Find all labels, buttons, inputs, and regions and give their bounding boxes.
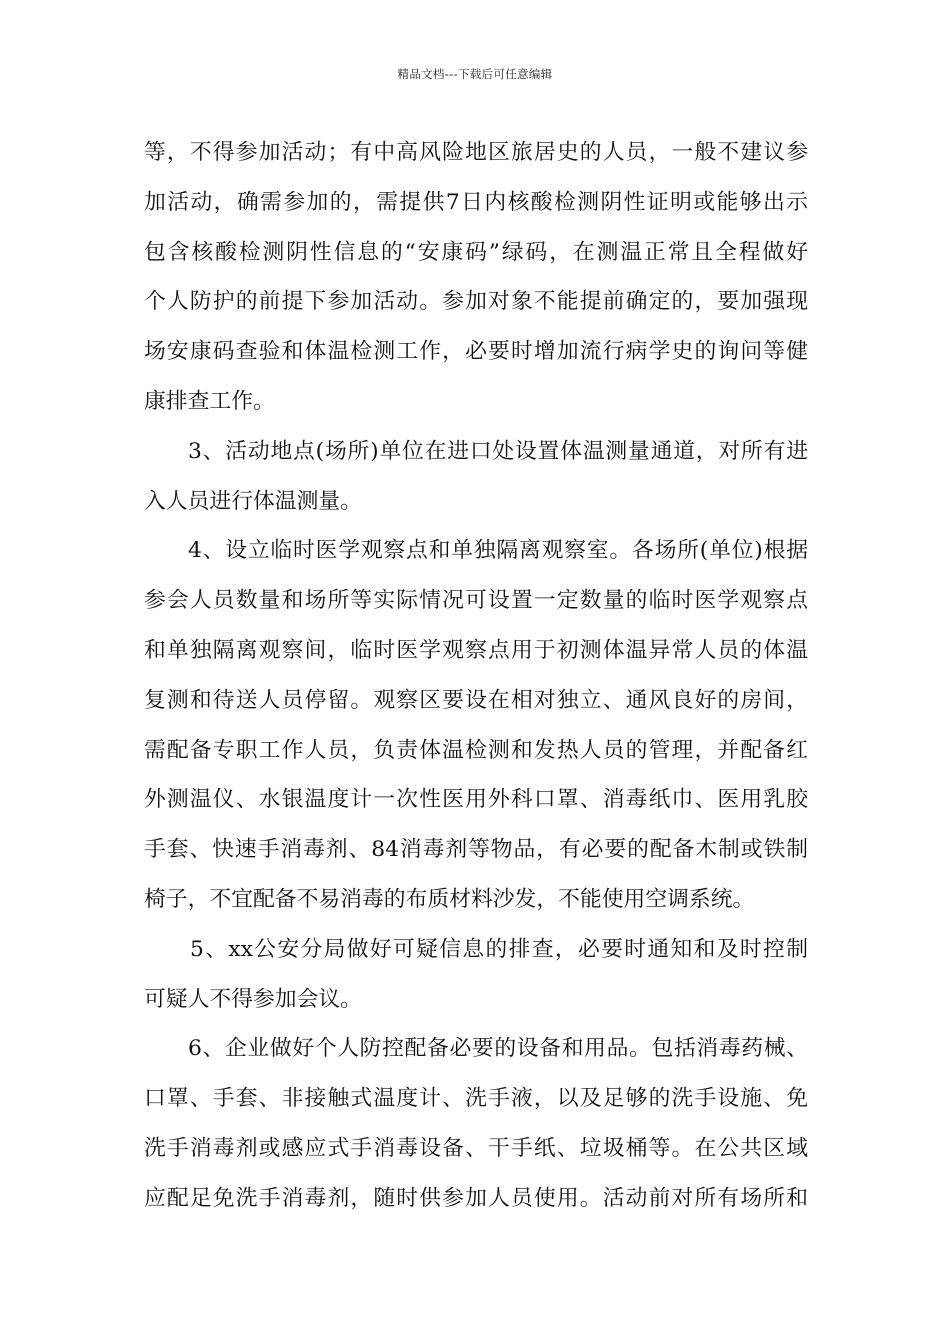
text-line: 手套、快速手消毒剂、84消毒剂等物品，有必要的配备木制或铁制: [144, 837, 808, 863]
text-line: 可疑人不得参加会议。: [144, 986, 362, 1012]
text-line: 需配备专职工作人员，负责体温检测和发热人员的管理，并配备红: [144, 737, 808, 763]
text-line: 个人防护的前提下参加活动。参加对象不能提前确定的，要加强现: [144, 289, 808, 315]
text-line: 包含核酸检测阴性信息的“安康码”绿码，在测温正常且全程做好: [144, 239, 808, 265]
page-header: 精品文档---下载后可任意编辑: [397, 67, 553, 81]
text-line: 口罩、手套、非接触式温度计、洗手液，以及足够的洗手设施、免: [144, 1086, 808, 1112]
text-line: 参会人员数量和场所等实际情况可设置一定数量的临时医学观察点: [144, 588, 808, 614]
text-line: 入人员进行体温测量。: [144, 488, 362, 514]
paragraph-4-start: 4、设立临时医学观察点和单独隔离观察室。各场所(单位)根据: [188, 538, 808, 564]
text-line: 场安康码查验和体温检测工作，必要时增加流行病学史的询问等健: [144, 339, 808, 365]
text-line: 椅子，不宜配备不易消毒的布质材料沙发，不能使用空调系统。: [144, 886, 755, 912]
text-line: 外测温仪、水银温度计一次性医用外科口罩、消毒纸巾、医用乳胶: [144, 787, 808, 813]
text-line: 加活动，确需参加的，需提供7日内核酸检测阴性证明或能够出示: [144, 189, 808, 215]
text-line: 洗手消毒剂或感应式手消毒设备、干手纸、垃圾桶等。在公共区域: [144, 1135, 808, 1161]
paragraph-5-start: 5、xx公安分局做好可疑信息的排查，必要时通知和及时控制: [190, 936, 808, 962]
paragraph-6-start: 6、企业做好个人防控配备必要的设备和用品。包括消毒药械、: [188, 1036, 808, 1062]
paragraph-3-start: 3、活动地点(场所)单位在进口处设置体温测量通道，对所有进: [188, 438, 808, 464]
text-line: 康排查工作。: [144, 388, 275, 414]
text-line: 复测和待送人员停留。观察区要设在相对独立、通风良好的房间，: [144, 687, 808, 713]
document-body: [144, 128, 808, 1224]
text-line: 应配足免洗手消毒剂，随时供参加人员使用。活动前对所有场所和: [144, 1185, 808, 1211]
text-line: 等，不得参加活动；有中高风险地区旅居史的人员，一般不建议参: [144, 140, 808, 165]
text-line: 和单独隔离观察间，临时医学观察点用于初测体温异常人员的体温: [144, 637, 808, 663]
